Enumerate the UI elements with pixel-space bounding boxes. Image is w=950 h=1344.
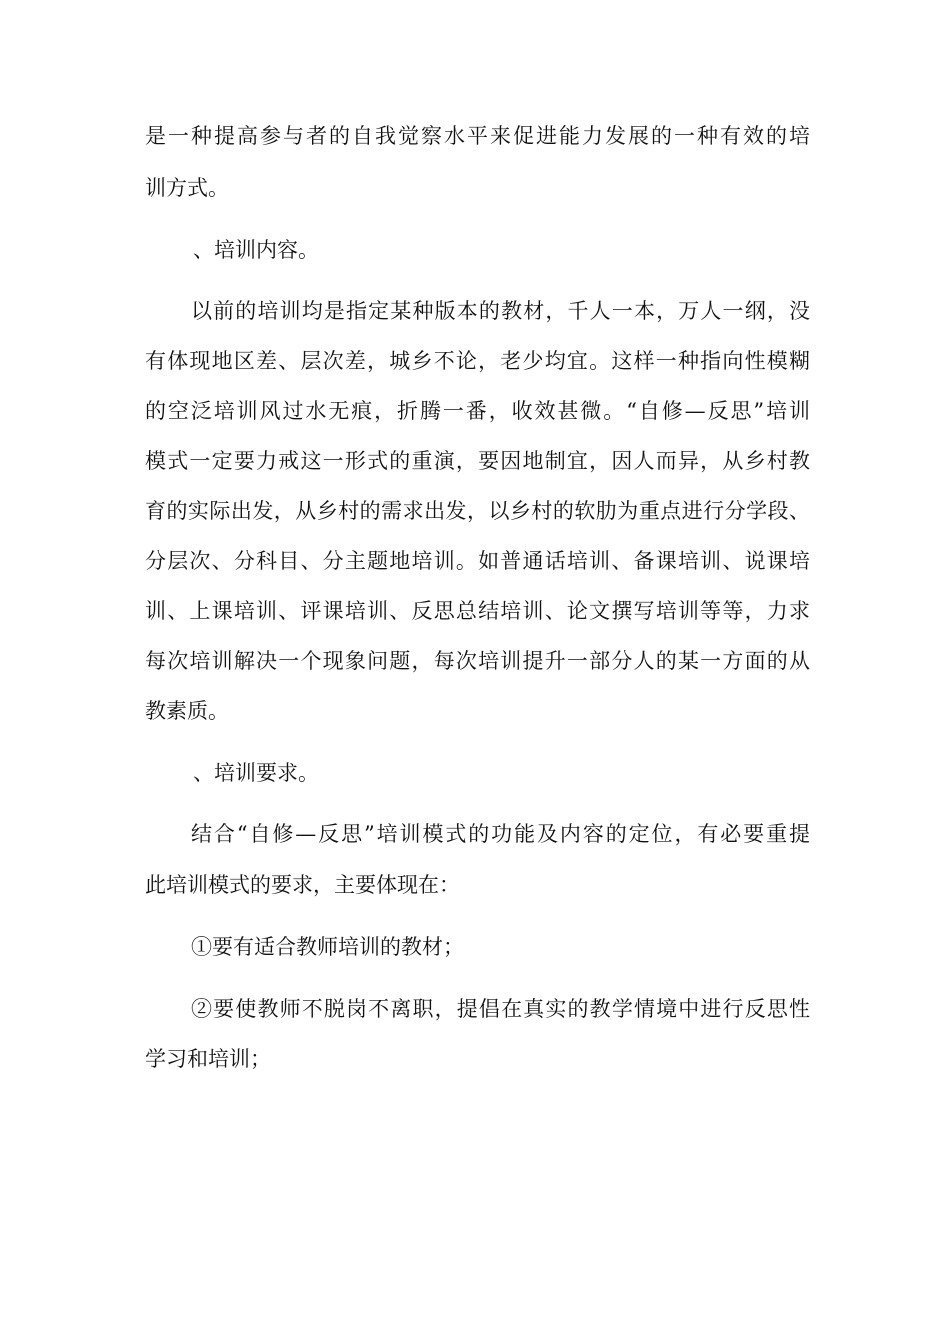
section-heading-requirements: 、培训要求。 [193, 761, 319, 785]
paragraph-line: 每次培训解决一个现象问题，每次培训提升一部分人的某一方面的从 [145, 649, 810, 673]
paragraph-line: 模式一定要力戒这一形式的重演，要因地制宜，因人而异，从乡村教 [145, 449, 810, 473]
paragraph-line: 学习和培训； [145, 1047, 271, 1071]
paragraph-line: 育的实际出发，从乡村的需求出发，以乡村的软肋为重点进行分学段、 [145, 499, 810, 523]
paragraph-line: 的空泛培训风过水无痕，折腾一番，收效甚微。“自修—反思”培训 [145, 399, 810, 423]
paragraph-line: 教素质。 [145, 699, 229, 723]
paragraph-line: 以前的培训均是指定某种版本的教材，千人一本，万人一纲，没 [191, 299, 810, 323]
paragraph-line: 训方式。 [145, 176, 229, 200]
list-item: ①要有适合教师培训的教材； [191, 935, 464, 959]
paragraph-line: 结合“自修—反思”培训模式的功能及内容的定位，有必要重提 [191, 822, 810, 846]
paragraph-line: 分层次、分科目、分主题地培训。如普通话培训、备课培训、说课培 [145, 549, 810, 573]
paragraph-line: 有体现地区差、层次差，城乡不论，老少均宜。这样一种指向性模糊 [145, 349, 810, 373]
paragraph-line: 此培训模式的要求，主要体现在： [145, 873, 460, 897]
paragraph-line: 是一种提高参与者的自我觉察水平来促进能力发展的一种有效的培 [145, 124, 810, 148]
list-item: ②要使教师不脱岗不离职，提倡在真实的教学情境中进行反思性 [191, 997, 810, 1021]
section-heading-content: 、培训内容。 [193, 238, 319, 262]
paragraph-line: 训、上课培训、评课培训、反思总结培训、论文撰写培训等等，力求 [145, 599, 810, 623]
